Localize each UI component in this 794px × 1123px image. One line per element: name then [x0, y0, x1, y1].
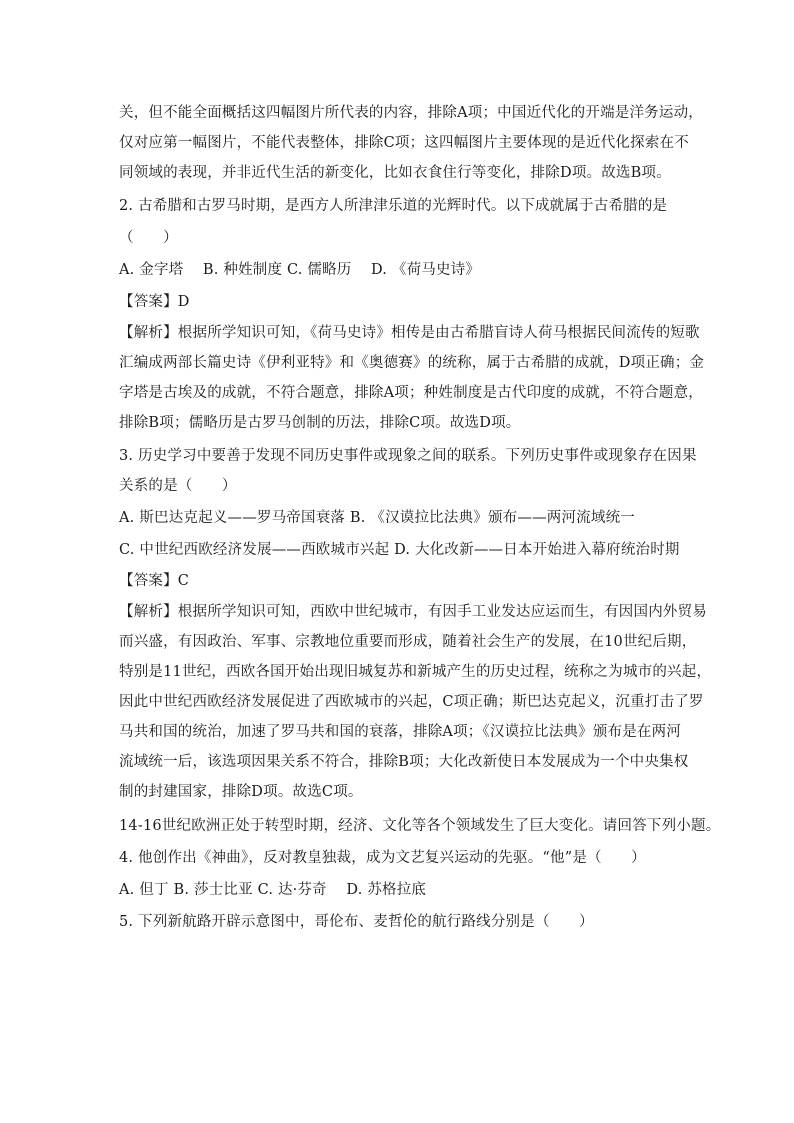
question-3-stem: 3. 历史学习中要善于发现不同历史事件或现象之间的联系。下列历史事件或现象存在因果	[119, 448, 697, 464]
text-line: 关，但不能全面概括这四幅图片所代表的内容，排除A项；中国近代化的开端是洋务运动，	[119, 105, 703, 121]
question-2-stem: 2. 古希腊和古罗马时期，是西方人所津津乐道的光辉时代。以下成就属于古希腊的是	[119, 198, 668, 214]
text-line: 同领域的表现，并非近代生活的新变化，比如衣食住行等变化，排除D项。故选B项。	[119, 165, 671, 181]
question-4-stem: 4. 他创作出《神曲》，反对教皇独裁，成为文艺复兴运动的先驱。“他”是（ ）	[119, 850, 646, 866]
analysis-line: 而兴盛，有因政治、军事、宗教地位重要而形成，随着社会生产的发展，在10世纪后期，	[119, 634, 697, 650]
question-3-options: C. 中世纪西欧经济发展——西欧城市兴起 D. 大化改新——日本开始进入幕府统治时期	[119, 542, 680, 558]
text-line: 仅对应第一幅图片，不能代表整体，排除C项；这四幅图片主要体现的是近代化探索在不	[119, 135, 689, 151]
analysis-line: 排除B项；儒略历是古罗马创制的历法，排除C项。故选D项。	[119, 415, 521, 431]
question-2-options: A. 金字塔 B. 种姓制度 C. 儒略历 D. 《荷马史诗》	[119, 262, 481, 278]
answer-label: 【答案】D	[119, 294, 190, 310]
analysis-line: 字塔是古埃及的成就，不符合题意，排除A项；种姓制度是古代印度的成就，不符合题意，	[119, 385, 703, 401]
question-2-paren: （ ）	[119, 230, 178, 246]
answer-label: 【答案】C	[119, 573, 190, 589]
analysis-line: 特别是11世纪，西欧各国开始出现旧城复苏和新城产生的历史过程，统称之为城市的兴起，	[119, 664, 712, 680]
question-3-stem: 关系的是（ ）	[119, 478, 237, 494]
analysis-line: 流域统一后，该选项因果关系不符合，排除B项；大化改新使日本发展成为一个中央集权	[119, 754, 689, 770]
question-5-stem: 5. 下列新航路开辟示意图中，哥伦布、麦哲伦的航行路线分别是（ ）	[119, 914, 594, 930]
analysis-line: 汇编成两部长篇史诗《伊利亚特》和《奥德赛》的统称，属于古希腊的成就，D项正确；金	[119, 355, 705, 371]
analysis-line: 【解析】根据所学知识可知，西欧中世纪城市，有因手工业发达应运而生，有因国内外贸易	[119, 604, 707, 620]
analysis-line: 马共和国的统治，加速了罗马共和国的衰落，排除A项；《汉谟拉比法典》颁布是在两河	[119, 724, 682, 740]
analysis-line: 因此中世纪西欧经济发展促进了西欧城市的兴起，C项正确；斯巴达克起义，沉重打击了罗	[119, 694, 704, 710]
section-intro: 14-16世纪欧洲正处于转型时期，经济、文化等各个领域发生了巨大变化。请回答下列小题。	[119, 818, 721, 834]
analysis-line: 【解析】根据所学知识可知，《荷马史诗》相传是由古希腊盲诗人荷马根据民间流传的短歌	[119, 325, 700, 341]
question-3-options: A. 斯巴达克起义——罗马帝国衰落 B. 《汉谟拉比法典》颁布——两河流域统一	[119, 510, 635, 526]
question-4-options: A. 但丁 B. 莎士比亚 C. 达·芬奇 D. 苏格拉底	[119, 882, 427, 898]
analysis-line: 制的封建国家，排除D项。故选C项。	[119, 784, 363, 800]
